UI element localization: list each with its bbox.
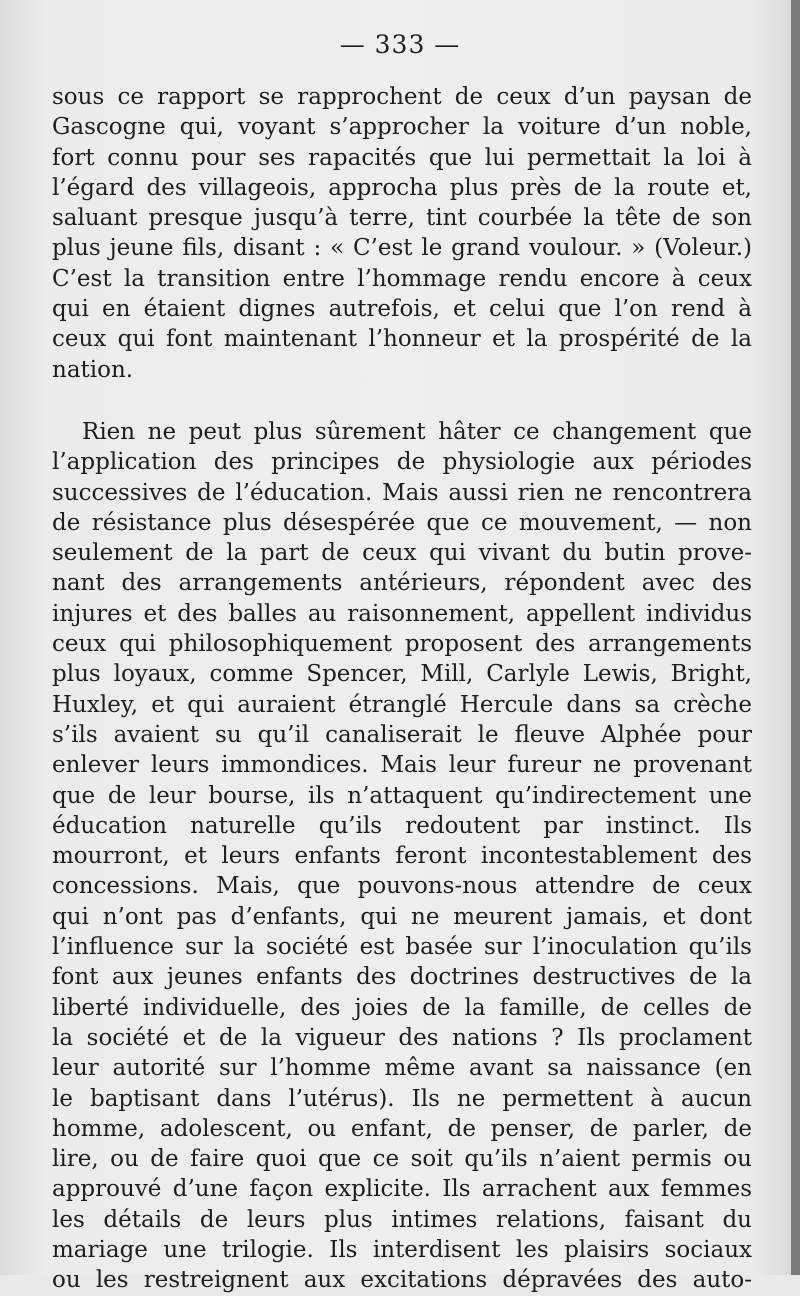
text-line: lire, ou de faire quoi que ce soit qu’ils n’aient permis ou xyxy=(52,1146,752,1173)
text-line: qui en étaient dignes autrefois, et celui que l’on rend à xyxy=(52,296,752,323)
text-line: éducation naturelle qu’ils redoutent par instinct. Ils xyxy=(52,812,752,839)
text-line: injures et des balles au raisonnement, appellent individus xyxy=(52,600,752,627)
text-line: successives de l’éducation. Mais aussi rien ne rencontrera xyxy=(52,479,752,506)
paragraph-gap xyxy=(52,385,752,417)
text-line: enlever leurs immondices. Mais leur fureur ne provenant xyxy=(52,752,752,779)
text-line: que de leur bourse, ils n’attaquent qu’indirectement une xyxy=(52,782,752,809)
text-line: la société et de la vigueur des nations ? Ils proclament xyxy=(52,1024,752,1051)
text-line: font aux jeunes enfants des doctrines destructives de la xyxy=(52,964,752,991)
text-line: Gascogne qui, voyant s’approcher la voiture d’un noble, xyxy=(52,114,752,141)
text-line: approuvé d’une façon explicite. Ils arrachent aux femmes xyxy=(52,1176,752,1203)
text-line: le baptisant dans l’utérus). Ils ne permettent à aucun xyxy=(52,1085,752,1112)
text-line: plus jeune fils, disant : « C’est le grand voulour. » (Voleur.) xyxy=(52,235,752,262)
text-line: l’influence sur la société est basée sur l’inoculation qu’ils xyxy=(52,934,752,961)
paragraph-1 xyxy=(52,82,752,385)
text-line: saluant presque jusqu’à terre, tint courbée la tête de son xyxy=(52,205,752,232)
text-line: nation. xyxy=(52,356,134,383)
page-number: — 333 — xyxy=(339,30,461,59)
text-line: homme, adolescent, ou enfant, de penser, de parler, de xyxy=(52,1115,752,1142)
text-line: ceux qui font maintenant l’honneur et la prospérité de la xyxy=(52,326,752,353)
text-line: les détails de leurs plus intimes relations, faisant du xyxy=(52,1206,752,1233)
text-line: liberté individuelle, des joies de la famille, de celles de xyxy=(52,994,752,1021)
text-line: s’ils avaient su qu’il canaliserait le fleuve Alphée pour xyxy=(52,721,752,748)
text-line: mourront, et leurs enfants feront incontestablement des xyxy=(52,843,752,870)
text-line: ou les restreignent aux excitations dépravées des auto- xyxy=(52,1267,752,1294)
text-line: leur autorité sur l’homme même avant sa naissance (en xyxy=(52,1055,752,1082)
text-line: sous ce rapport se rapprochent de ceux d’un paysan de xyxy=(52,84,752,110)
text-line: ceux qui philosophiquement proposent des arrangements xyxy=(52,631,752,658)
text-line: l’application des principes de physiologie aux périodes xyxy=(52,449,752,476)
text-line: C’est la transition entre l’hommage rendu encore à ceux xyxy=(52,265,752,292)
text-line: fort connu pour ses rapacités que lui permettait la loi à xyxy=(52,144,752,171)
text-line: plus loyaux, comme Spencer, Mill, Carlyle Lewis, Bright, xyxy=(52,661,752,688)
text-line: de résistance plus désespérée que ce mouvement, — non xyxy=(52,509,752,536)
page-edge-shadow xyxy=(791,0,800,1275)
text-line: mariage une trilogie. Ils interdisent les plaisirs sociaux xyxy=(52,1236,752,1263)
body-text xyxy=(52,82,752,1296)
paragraph-2 xyxy=(52,417,752,1296)
text-line: nant des arrangements antérieurs, répondent avec des xyxy=(52,570,752,597)
text-line: Huxley, et qui auraient étranglé Hercule dans sa crèche xyxy=(52,691,752,718)
text-line: l’égard des villageois, approcha plus près de la route et, xyxy=(52,174,752,201)
text-line: Rien ne peut plus sûrement hâter ce changement que xyxy=(82,418,752,445)
text-line: seulement de la part de ceux qui vivant du butin prove- xyxy=(52,540,752,567)
text-line: concessions. Mais, que pouvons-nous attendre de ceux xyxy=(52,873,752,900)
text-line: qui n’ont pas d’enfants, qui ne meurent jamais, et dont xyxy=(52,903,752,930)
